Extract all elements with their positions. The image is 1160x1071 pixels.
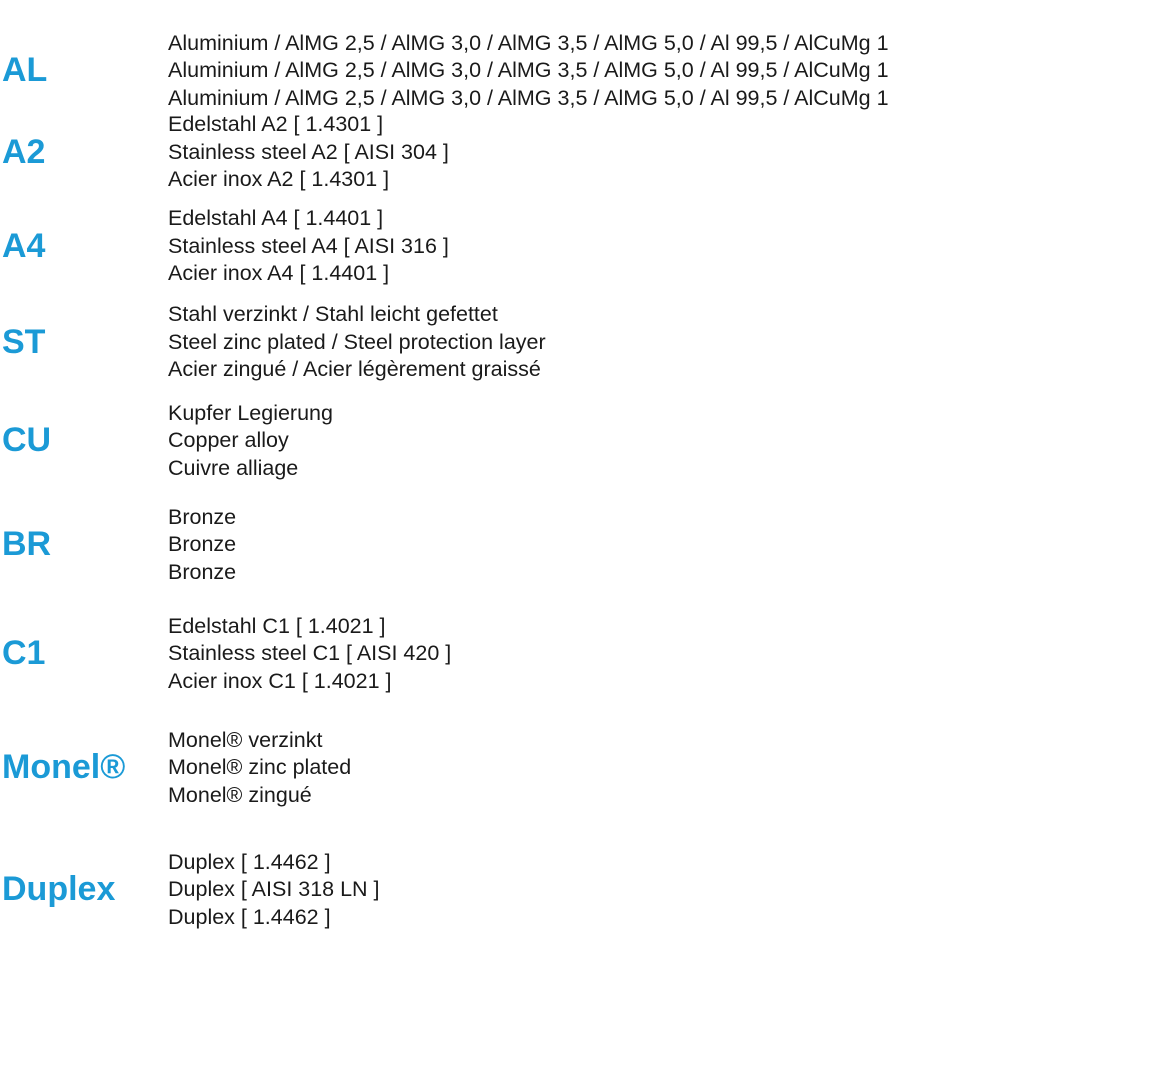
material-code-cell — [0, 423, 168, 459]
material-description-cell — [168, 849, 1160, 932]
legend-row — [0, 294, 1160, 391]
legend-row — [0, 30, 1160, 110]
material-code: Monel® — [2, 748, 126, 787]
description-line-en: Stainless steel A2 [ AISI 304 ] — [168, 139, 449, 164]
description-line-fr: Monel® zingué — [168, 782, 312, 807]
material-description-cell — [168, 727, 1160, 810]
material-code-cell — [0, 872, 168, 908]
description-line-fr: Acier inox C1 [ 1.4021 ] — [168, 668, 392, 693]
legend-row — [0, 827, 1160, 953]
description-line-en: Copper alloy — [168, 428, 289, 453]
material-description-cell — [168, 504, 1160, 587]
material-code-cell — [0, 527, 168, 563]
description-line-de: Duplex [ 1.4462 ] — [168, 849, 331, 874]
material-code: AL — [2, 51, 48, 90]
material-code: Duplex — [2, 870, 116, 909]
description-line-fr: Duplex [ 1.4462 ] — [168, 904, 331, 929]
material-code: CU — [2, 421, 52, 460]
legend-row — [0, 599, 1160, 709]
description-line-fr: Acier inox A4 [ 1.4401 ] — [168, 261, 390, 286]
description-line-de: Bronze — [168, 504, 237, 529]
description-line-de: Edelstahl A2 [ 1.4301 ] — [168, 112, 384, 137]
material-code: C1 — [2, 634, 46, 673]
description-line-de: Edelstahl C1 [ 1.4021 ] — [168, 613, 386, 638]
description-line-fr: Aluminium / AlMG 2,5 / AlMG 3,0 / AlMG 3,5 / AlMG 5,0 / Al 99,5 / AlCuMg 1 — [168, 85, 889, 110]
legend-row — [0, 391, 1160, 491]
description-line-fr: Cuivre alliage — [168, 455, 299, 480]
legend-row — [0, 491, 1160, 599]
material-code-cell — [0, 226, 168, 265]
material-code: A2 — [2, 132, 46, 171]
material-code-cell — [0, 750, 168, 786]
material-code-cell — [0, 636, 168, 672]
legend-row — [0, 709, 1160, 827]
description-line-fr: Acier inox A2 [ 1.4301 ] — [168, 167, 390, 192]
material-code: A4 — [2, 226, 46, 265]
description-line-de: Monel® verzinkt — [168, 727, 323, 752]
description-line-en: Aluminium / AlMG 2,5 / AlMG 3,0 / AlMG 3,5 / AlMG 5,0 / Al 99,5 / AlCuMg 1 — [168, 58, 889, 83]
description-line-de: Aluminium / AlMG 2,5 / AlMG 3,0 / AlMG 3,5 / AlMG 5,0 / Al 99,5 / AlCuMg 1 — [168, 30, 889, 55]
material-description-cell — [168, 30, 1160, 113]
description-line-en: Steel zinc plated / Steel protection layer — [168, 329, 546, 354]
description-line-en: Stainless steel A4 [ AISI 316 ] — [168, 233, 449, 258]
material-code-cell — [0, 132, 168, 171]
material-code-cell — [0, 322, 168, 361]
material-code-cell — [0, 53, 168, 89]
legend-row — [0, 199, 1160, 294]
description-line-en: Bronze — [168, 532, 237, 557]
material-description-cell — [168, 400, 1160, 483]
material-code: ST — [2, 322, 46, 361]
description-line-en: Stainless steel C1 [ AISI 420 ] — [168, 641, 452, 666]
material-code: BR — [2, 525, 52, 564]
description-line-de: Kupfer Legierung — [168, 400, 333, 425]
description-line-de: Stahl verzinkt / Stahl leicht gefettet — [168, 302, 498, 327]
description-line-fr: Acier zingué / Acier légèrement graissé — [168, 357, 541, 382]
description-line-en: Monel® zinc plated — [168, 755, 352, 780]
material-description-cell — [168, 205, 1160, 288]
material-description-cell — [168, 301, 1160, 384]
description-line-fr: Bronze — [168, 559, 237, 584]
material-description-cell — [168, 111, 1160, 194]
description-line-de: Edelstahl A4 [ 1.4401 ] — [168, 206, 384, 231]
description-line-en: Duplex [ AISI 318 LN ] — [168, 877, 380, 902]
legend-row — [0, 106, 1160, 199]
material-description-cell — [168, 613, 1160, 696]
